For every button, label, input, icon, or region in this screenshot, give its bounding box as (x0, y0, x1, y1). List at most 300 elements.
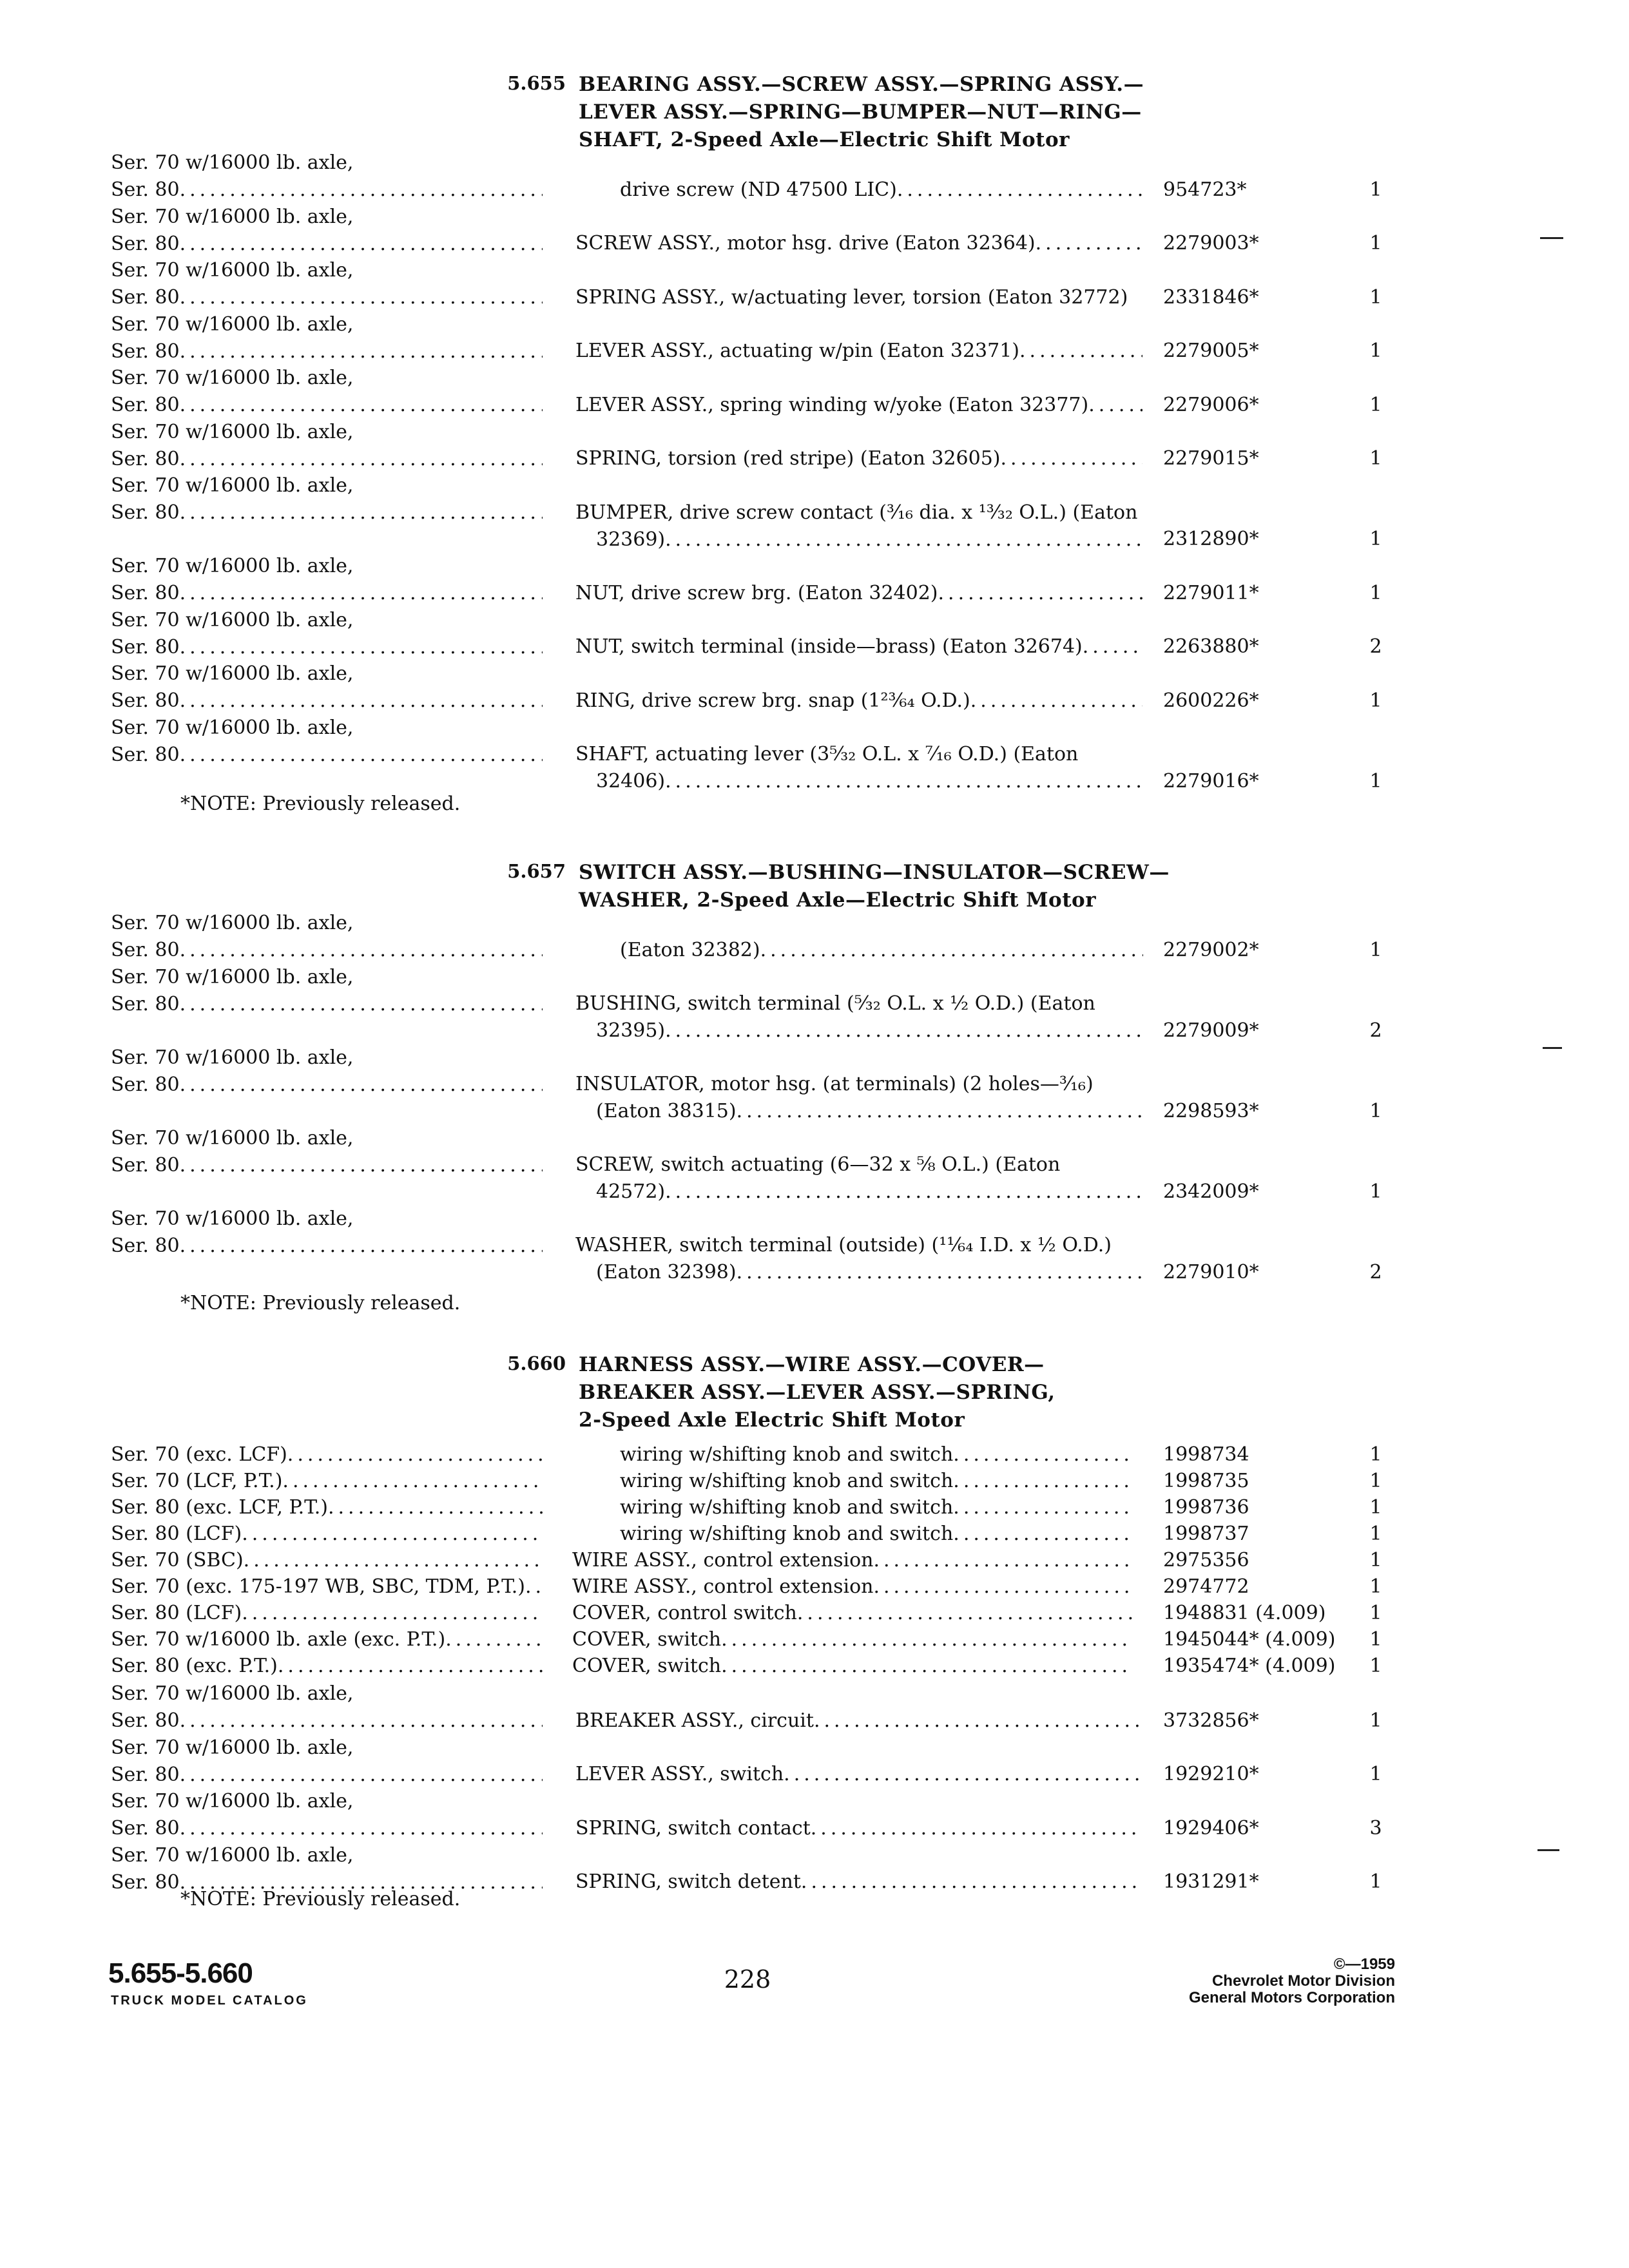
dot-leader (180, 1707, 543, 1735)
part-number: 2975356 (1163, 1549, 1249, 1571)
series-cell (111, 1626, 543, 1653)
series-line: Ser. 70 w/16000 lb. axle, (111, 1126, 354, 1149)
description-cell (572, 1653, 1133, 1680)
dot-leader (180, 1762, 543, 1789)
series-line-text: Ser. 80 (exc. LCF, P.T.) (111, 1496, 328, 1519)
quantity: 2 (1369, 1260, 1382, 1283)
description-text: WASHER, switch terminal (outside) (¹¹⁄₆₄ I.D. x ½ O.D.) (575, 1234, 1112, 1256)
description-cell (575, 499, 1142, 553)
description-text-text: SPRING, switch contact (575, 1816, 811, 1840)
section-title (579, 1351, 1262, 1434)
dot-leader (242, 1521, 543, 1548)
description-text (575, 1098, 1142, 1125)
dot-leader (180, 1233, 543, 1260)
section-title (579, 71, 1262, 154)
description-text-text: LEVER ASSY., actuating w/pin (Eaton 32371) (575, 340, 1020, 362)
description-text-text: wiring w/shifting knob and switch (620, 1496, 954, 1519)
description-cell (575, 445, 1142, 472)
series-line: Ser. 70 w/16000 lb. axle, (111, 965, 354, 988)
series-line (111, 1815, 543, 1842)
description-cell (575, 633, 1142, 660)
scan-mark (1540, 237, 1563, 239)
division-name: Chevrolet Motor Division (1211, 1972, 1395, 1990)
quantity: 1 (1369, 1655, 1382, 1677)
dot-leader (737, 1259, 1142, 1286)
part-number: 1998737 (1163, 1523, 1249, 1545)
description-text (620, 937, 1143, 964)
quantity: 1 (1369, 1523, 1382, 1545)
quantity: 1 (1369, 1443, 1382, 1466)
description-cell (620, 937, 1143, 964)
dot-leader (180, 580, 543, 607)
series-line-text: Ser. 80 (111, 743, 180, 766)
section-title-line: BEARING ASSY.—SCREW ASSY.—SPRING ASSY.— (579, 73, 1144, 96)
series-cell (111, 1044, 543, 1099)
series-line: Ser. 70 w/16000 lb. axle, (111, 205, 354, 228)
series-line (111, 1441, 543, 1468)
series-cell (111, 1600, 543, 1627)
description-text-text: 32369) (596, 528, 666, 551)
part-number: 3732856* (1163, 1709, 1259, 1732)
section-title-line: HARNESS ASSY.—WIRE ASSY.—COVER— (579, 1353, 1045, 1376)
part-number: 1998736 (1163, 1496, 1249, 1519)
description-text-text: SPRING, torsion (red stripe) (Eaton 32605) (575, 447, 1001, 470)
series-line: Ser. 70 w/16000 lb. axle, (111, 1207, 354, 1230)
quantity: 1 (1369, 232, 1382, 255)
dot-leader (180, 1815, 543, 1842)
series-line (111, 231, 543, 258)
quantity: 1 (1369, 1575, 1382, 1598)
series-line (111, 1494, 543, 1521)
dot-leader (278, 1653, 543, 1680)
series-cell (111, 365, 543, 419)
dot-leader (797, 1600, 1133, 1627)
series-cell (111, 1125, 543, 1179)
description-text (575, 687, 1142, 715)
part-number: 2279010* (1163, 1260, 1259, 1283)
series-cell (111, 1788, 543, 1842)
description-text (620, 1521, 1133, 1548)
part-number: 1998735 (1163, 1470, 1249, 1492)
series-line-text: Ser. 80 (111, 1073, 180, 1096)
scan-mark (1543, 1047, 1562, 1049)
part-number: 2279011* (1163, 581, 1259, 604)
quantity: 1 (1369, 393, 1382, 416)
description-text-text: NUT, drive screw brg. (Eaton 32402) (575, 581, 938, 604)
series-line-text: Ser. 80 (111, 178, 180, 201)
series-line-text: Ser. 70 (exc. 175-197 WB, SBC, TDM, P.T.) (111, 1575, 525, 1598)
series-line-text: Ser. 80 (111, 1234, 180, 1257)
dot-leader (180, 1152, 543, 1179)
description-cell (575, 687, 1142, 715)
dot-leader (784, 1761, 1142, 1788)
description-text (575, 1259, 1142, 1286)
description-text (620, 1468, 1133, 1495)
section-title-line: LEVER ASSY.—SPRING—BUMPER—NUT—RING— (579, 101, 1142, 124)
series-line (111, 687, 543, 715)
description-text-text: BREAKER ASSY., circuit (575, 1709, 814, 1732)
description-cell (572, 1573, 1133, 1600)
series-line (111, 937, 543, 964)
dot-leader (328, 1494, 543, 1521)
series-cell (111, 553, 543, 607)
description-cell (575, 392, 1142, 419)
series-line: Ser. 70 w/16000 lb. axle, (111, 1682, 354, 1705)
series-line-text: Ser. 80 (111, 939, 180, 961)
description-text-text: RING, drive screw brg. snap (1²³⁄₆₄ O.D.) (575, 689, 970, 712)
description-text: SHAFT, actuating lever (3⁵⁄₃₂ O.L. x ⁷⁄₁₆ O.D.) (Eaton (575, 743, 1079, 765)
series-line-text: Ser. 80 (111, 1153, 180, 1177)
dot-leader (953, 1494, 1133, 1521)
description-text-text: drive screw (ND 47500 LIC) (620, 178, 897, 201)
description-text (620, 1494, 1133, 1521)
series-line (111, 742, 543, 769)
description-text-text: 32395) (596, 1019, 666, 1042)
series-cell (111, 1547, 543, 1574)
series-cell (111, 204, 543, 258)
series-line (111, 1626, 543, 1653)
series-line (111, 177, 543, 204)
quantity: 1 (1369, 1470, 1382, 1492)
dot-leader (180, 177, 543, 204)
dot-leader (665, 1178, 1142, 1206)
series-line (111, 1600, 543, 1627)
series-cell (111, 660, 543, 715)
quantity: 1 (1369, 1099, 1382, 1122)
series-line-text: Ser. 80 (111, 501, 180, 524)
description-text-text: wiring w/shifting knob and switch (620, 1443, 954, 1466)
dot-leader (1036, 230, 1142, 257)
description-text (575, 526, 1142, 553)
dot-leader (180, 937, 543, 964)
part-number: 2312890* (1163, 528, 1259, 550)
dot-leader (244, 1547, 543, 1574)
corporation-name: General Motors Corporation (1188, 1989, 1395, 2006)
series-line-text: Ser. 80 (111, 1709, 180, 1732)
dot-leader (665, 526, 1142, 553)
section-title (579, 859, 1262, 914)
part-number: 1929210* (1163, 1763, 1259, 1785)
dot-leader (938, 580, 1142, 607)
series-cell (111, 964, 543, 1018)
description-cell (575, 741, 1142, 795)
series-line-text: Ser. 80 (exc. P.T.) (111, 1655, 278, 1677)
description-text: BUSHING, switch terminal (⁵⁄₃₂ O.L. x ½ O.D.) (Eaton (575, 992, 1095, 1015)
dot-leader (180, 687, 543, 715)
series-cell (111, 1653, 543, 1680)
series-line: Ser. 70 w/16000 lb. axle, (111, 662, 354, 685)
dot-leader (953, 1441, 1133, 1468)
quantity: 1 (1369, 285, 1382, 309)
description-cell (620, 1521, 1133, 1548)
description-text (575, 768, 1142, 795)
description-cell (572, 1547, 1133, 1574)
section-note: *NOTE: Previously released. (180, 793, 461, 815)
series-line: Ser. 70 w/16000 lb. axle, (111, 1736, 354, 1759)
part-number: 2298593* (1163, 1099, 1259, 1122)
part-number: 1945044* (4.009) (1163, 1628, 1336, 1651)
part-number: 2600226* (1163, 689, 1259, 712)
series-cell (111, 472, 543, 526)
description-cell (620, 1441, 1133, 1468)
description-text-text: COVER, control switch (572, 1602, 797, 1624)
description-text-text: 42572) (596, 1180, 666, 1203)
dot-leader (180, 231, 543, 258)
quantity: 2 (1369, 1019, 1382, 1042)
series-line-text: Ser. 80 (111, 286, 180, 309)
quantity: 1 (1369, 581, 1382, 604)
description-cell (575, 1869, 1142, 1896)
series-line (111, 1762, 543, 1789)
series-line (111, 1547, 543, 1574)
dot-leader (180, 1072, 543, 1099)
quantity: 1 (1369, 938, 1382, 961)
series-line: Ser. 70 w/16000 lb. axle, (111, 1790, 354, 1812)
series-line-text: Ser. 80 (LCF) (111, 1523, 242, 1545)
footer-publisher (1095, 1956, 1395, 2006)
description-cell (575, 990, 1142, 1044)
dot-leader (180, 338, 543, 365)
description-cell (572, 1626, 1133, 1653)
page-number: 228 (724, 1965, 771, 1994)
description-cell (575, 1071, 1142, 1125)
series-line: Ser. 70 w/16000 lb. axle, (111, 474, 354, 497)
description-text (575, 1707, 1142, 1735)
dot-leader (180, 446, 543, 473)
description-cell (575, 1761, 1142, 1788)
series-cell (111, 311, 543, 365)
description-text (575, 633, 1142, 660)
quantity: 3 (1369, 1816, 1382, 1840)
part-number: 954723* (1163, 178, 1247, 201)
series-line: Ser. 70 w/16000 lb. axle, (111, 608, 354, 631)
series-line-text: Ser. 80 (111, 1817, 180, 1840)
description-text (572, 1547, 1133, 1574)
series-line: Ser. 70 w/16000 lb. axle, (111, 716, 354, 739)
series-line: Ser. 70 w/16000 lb. axle, (111, 912, 354, 934)
dot-leader (1088, 392, 1142, 419)
part-number: 2263880* (1163, 635, 1259, 658)
quantity: 1 (1369, 1870, 1382, 1893)
description-text-text: LEVER ASSY., spring winding w/yoke (Eaton 32377) (575, 393, 1089, 416)
quantity: 1 (1369, 340, 1382, 362)
quantity: 1 (1369, 178, 1382, 201)
part-number: 2279006* (1163, 393, 1259, 416)
series-line-text: Ser. 80 (LCF) (111, 1602, 242, 1624)
description-text (575, 1869, 1142, 1896)
part-number: 2279016* (1163, 769, 1259, 793)
series-line-text: Ser. 80 (111, 689, 180, 712)
description-cell (620, 1468, 1133, 1495)
series-cell (111, 910, 543, 964)
description-text-text: SCREW ASSY., motor hsg. drive (Eaton 32364) (575, 232, 1036, 255)
description-text-text: 32406) (596, 770, 666, 793)
description-text (575, 338, 1142, 365)
series-line: Ser. 70 w/16000 lb. axle, (111, 555, 354, 577)
dot-leader (953, 1468, 1133, 1495)
section-number: 5.657 (507, 860, 566, 882)
part-number: 1935474* (4.009) (1163, 1655, 1336, 1677)
series-line (111, 338, 543, 365)
series-cell (111, 607, 543, 661)
part-number: 2331846* (1163, 285, 1259, 309)
section-note: *NOTE: Previously released. (180, 1292, 461, 1314)
part-number: 2342009* (1163, 1180, 1259, 1203)
description-cell (575, 230, 1142, 257)
part-number: 2279005* (1163, 340, 1259, 362)
description-text-text: COVER, switch (572, 1628, 722, 1651)
footer-section-range: 5.655-5.660 (108, 1957, 253, 1989)
dot-leader (801, 1869, 1142, 1896)
series-line: Ser. 70 w/16000 lb. axle, (111, 312, 354, 336)
series-line: Ser. 70 w/16000 lb. axle, (111, 1046, 354, 1069)
dot-leader (180, 742, 543, 769)
description-text-text: WIRE ASSY., control extension (572, 1549, 874, 1571)
description-text (620, 1441, 1133, 1468)
series-cell (111, 1521, 543, 1548)
part-number: 2279002* (1163, 938, 1259, 961)
series-line-text: Ser. 80 (111, 1763, 180, 1786)
description-text-text: WIRE ASSY., control extension (572, 1575, 874, 1598)
description-text-text: COVER, switch (572, 1655, 722, 1677)
dot-leader (180, 392, 543, 419)
description-text (575, 1761, 1142, 1788)
description-text (572, 1573, 1133, 1600)
series-line (111, 1573, 543, 1600)
description-text (620, 177, 1143, 204)
dot-leader (180, 991, 543, 1018)
description-text: BUMPER, drive screw contact (³⁄₁₆ dia. x ¹³⁄₃₂ O.L.) (Eaton (575, 501, 1138, 524)
dot-leader (1083, 633, 1142, 660)
dot-leader (282, 1468, 543, 1495)
part-number: 2279015* (1163, 447, 1259, 470)
series-line-text: Ser. 80 (111, 582, 180, 604)
dot-leader (721, 1653, 1133, 1680)
description-cell (575, 1232, 1142, 1286)
description-text (572, 1600, 1133, 1627)
dot-leader (970, 687, 1142, 715)
series-line-text: Ser. 80 (111, 340, 180, 363)
quantity: 1 (1369, 1549, 1382, 1571)
series-cell (111, 1735, 543, 1789)
dot-leader (180, 284, 543, 311)
series-line (111, 1707, 543, 1735)
quantity: 2 (1369, 635, 1382, 658)
series-line: Ser. 70 w/16000 lb. axle, (111, 151, 354, 174)
section-title-line: SWITCH ASSY.—BUSHING—INSULATOR—SCREW— (579, 861, 1170, 884)
series-line: Ser. 70 w/16000 lb. axle, (111, 1843, 354, 1867)
section-note: *NOTE: Previously released. (180, 1888, 461, 1910)
series-line-text: Ser. 70 (LCF, P.T.) (111, 1470, 283, 1492)
description-text (575, 392, 1142, 419)
dot-leader (953, 1521, 1133, 1548)
series-line-text: Ser. 80 (111, 992, 180, 1015)
series-line (111, 580, 543, 607)
series-cell (111, 1468, 543, 1495)
series-line (111, 1521, 543, 1548)
description-text (572, 1626, 1133, 1653)
dot-leader (1019, 338, 1142, 365)
part-number: 1948831 (4.009) (1163, 1602, 1326, 1624)
dot-leader (180, 499, 543, 526)
quantity: 1 (1369, 447, 1382, 470)
series-cell (111, 257, 543, 311)
series-line (111, 446, 543, 473)
dot-leader (897, 177, 1143, 204)
quantity: 1 (1369, 528, 1382, 550)
dot-leader (287, 1441, 543, 1468)
description-text (575, 580, 1142, 607)
quantity: 1 (1369, 769, 1382, 793)
part-number: 2279003* (1163, 232, 1259, 255)
description-text-text: (Eaton 32398) (596, 1261, 737, 1283)
series-cell (111, 1206, 543, 1260)
dot-leader (525, 1573, 543, 1600)
description-cell (572, 1600, 1133, 1627)
description-text-text: wiring w/shifting knob and switch (620, 1523, 954, 1545)
description-text-text: (Eaton 38315) (596, 1100, 737, 1122)
series-line (111, 634, 543, 661)
description-text: INSULATOR, motor hsg. (at terminals) (2 holes—³⁄₁₆) (575, 1073, 1094, 1095)
series-cell (111, 1680, 543, 1735)
scan-mark (1537, 1849, 1559, 1851)
series-cell (111, 1441, 543, 1468)
series-line-text: Ser. 80 (111, 1870, 180, 1894)
description-cell (575, 1815, 1142, 1842)
series-line-text: Ser. 70 (SBC) (111, 1549, 244, 1571)
series-line (111, 284, 543, 311)
series-line: Ser. 70 w/16000 lb. axle, (111, 367, 354, 389)
description-cell (575, 1151, 1142, 1206)
series-line-text: Ser. 70 (exc. LCF) (111, 1443, 287, 1466)
series-cell (111, 1494, 543, 1521)
description-text (575, 230, 1142, 257)
series-line-text: Ser. 80 (111, 394, 180, 416)
description-cell (575, 1707, 1142, 1735)
dot-leader (1001, 445, 1143, 472)
description-text (575, 445, 1142, 472)
dot-leader (721, 1626, 1133, 1653)
series-line-text: Ser. 80 (111, 232, 180, 255)
description-cell (575, 580, 1142, 607)
description-cell (575, 338, 1142, 365)
description-text (575, 1178, 1142, 1206)
description-text-text: wiring w/shifting knob and switch (620, 1470, 954, 1492)
series-cell (111, 149, 543, 204)
quantity: 1 (1369, 1180, 1382, 1203)
series-line (111, 392, 543, 419)
dot-leader (242, 1600, 543, 1627)
series-line (111, 1233, 543, 1260)
series-line-text: Ser. 80 (111, 447, 180, 470)
description-text (572, 1653, 1133, 1680)
description-text-text: SPRING, switch detent (575, 1870, 801, 1893)
section-title-line: WASHER, 2-Speed Axle—Electric Shift Motor (579, 889, 1097, 912)
series-line-text: Ser. 80 (111, 635, 180, 658)
section-number: 5.660 (507, 1352, 566, 1374)
dot-leader (445, 1626, 543, 1653)
dot-leader (873, 1573, 1133, 1600)
description-cell (620, 1494, 1133, 1521)
description-text-text: (Eaton 32382) (620, 938, 760, 961)
section-number: 5.655 (507, 72, 566, 94)
description-cell (620, 177, 1143, 204)
dot-leader (180, 634, 543, 661)
series-line (111, 1653, 543, 1680)
quantity: 1 (1369, 1628, 1382, 1651)
series-line-text: Ser. 70 w/16000 lb. axle (exc. P.T.) (111, 1628, 446, 1651)
copyright: ©—1959 (1333, 1956, 1395, 1973)
